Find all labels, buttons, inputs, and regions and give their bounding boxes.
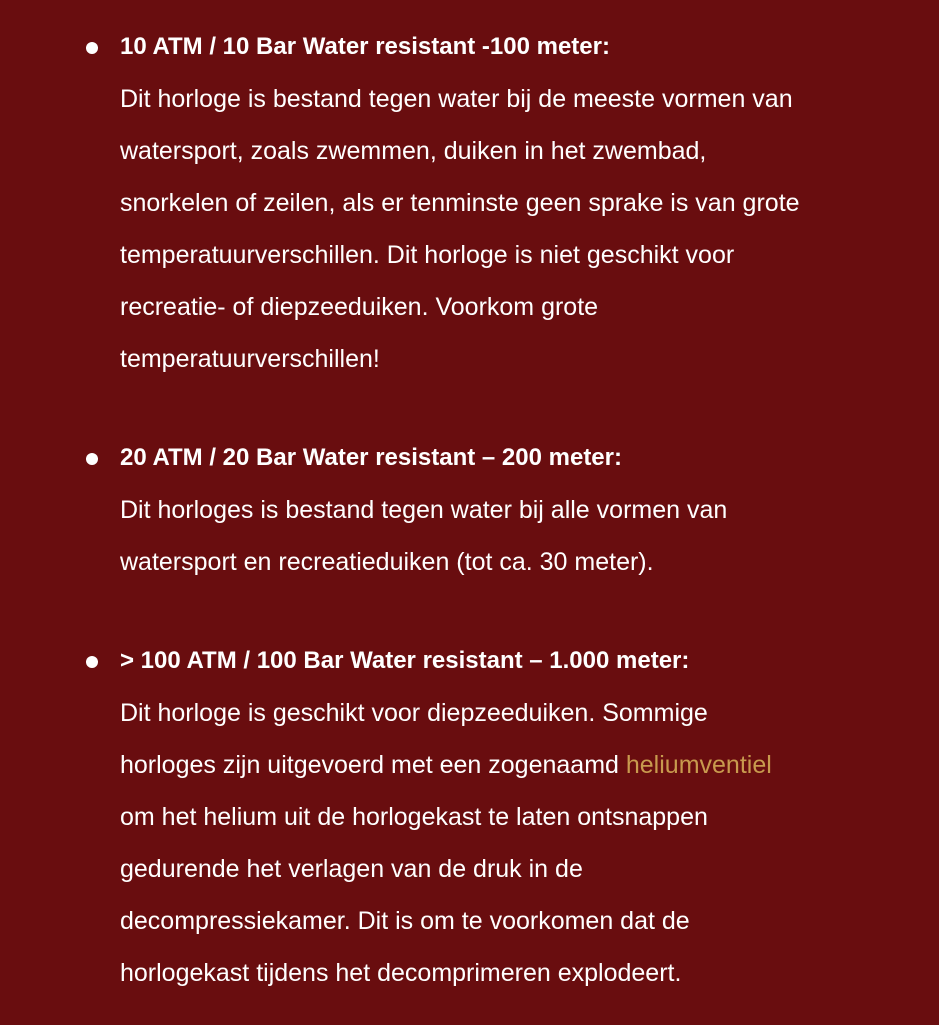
description-line: Dit horloge is geschikt voor diepzeeduiken. Sommige [120, 699, 708, 727]
description-line: Dit horloge is bestand tegen water bij de meeste vormen van [120, 85, 793, 113]
heliumventiel-link[interactable]: heliumventiel [625, 751, 772, 779]
list-item-20-atm [120, 444, 910, 576]
bullet-icon [86, 656, 98, 668]
list-item-heading: 20 ATM / 20 Bar Water resistant – 200 meter: [120, 444, 622, 471]
list-item-heading: > 100 ATM / 100 Bar Water resistant – 1.000 meter: [120, 647, 690, 674]
list-item-10-atm [120, 33, 910, 373]
description-line: recreatie- of diepzeeduiken. Voorkom grote [120, 293, 599, 321]
description-line: temperatuurverschillen! [120, 345, 380, 373]
description-line: watersport, zoals zwemmen, duiken in het zwembad, [120, 137, 707, 165]
description-line: watersport en recreatieduiken (tot ca. 30 meter). [120, 548, 654, 576]
bullet-icon [86, 42, 98, 54]
description-line: snorkelen of zeilen, als er tenminste geen sprake is van grote [120, 189, 800, 217]
description-line: decompressiekamer. Dit is om te voorkomen dat de [120, 907, 690, 935]
description-line: gedurende het verlagen van de druk in de [120, 855, 583, 883]
description-line: temperatuurverschillen. Dit horloge is niet geschikt voor [120, 241, 735, 269]
description-line: om het helium uit de horlogekast te laten ontsnappen [120, 803, 708, 831]
list-item-heading: 10 ATM / 10 Bar Water resistant -100 meter: [120, 33, 610, 60]
bullet-icon [86, 453, 98, 465]
description-line: horlogekast tijdens het decomprimeren explodeert. [120, 959, 682, 987]
description-line: Dit horloges is bestand tegen water bij alle vormen van [120, 496, 728, 524]
description-text: horloges zijn uitgevoerd met een zogenaamd [120, 751, 626, 779]
description-line-with-link [120, 751, 910, 779]
list-item-100-atm [120, 647, 910, 987]
